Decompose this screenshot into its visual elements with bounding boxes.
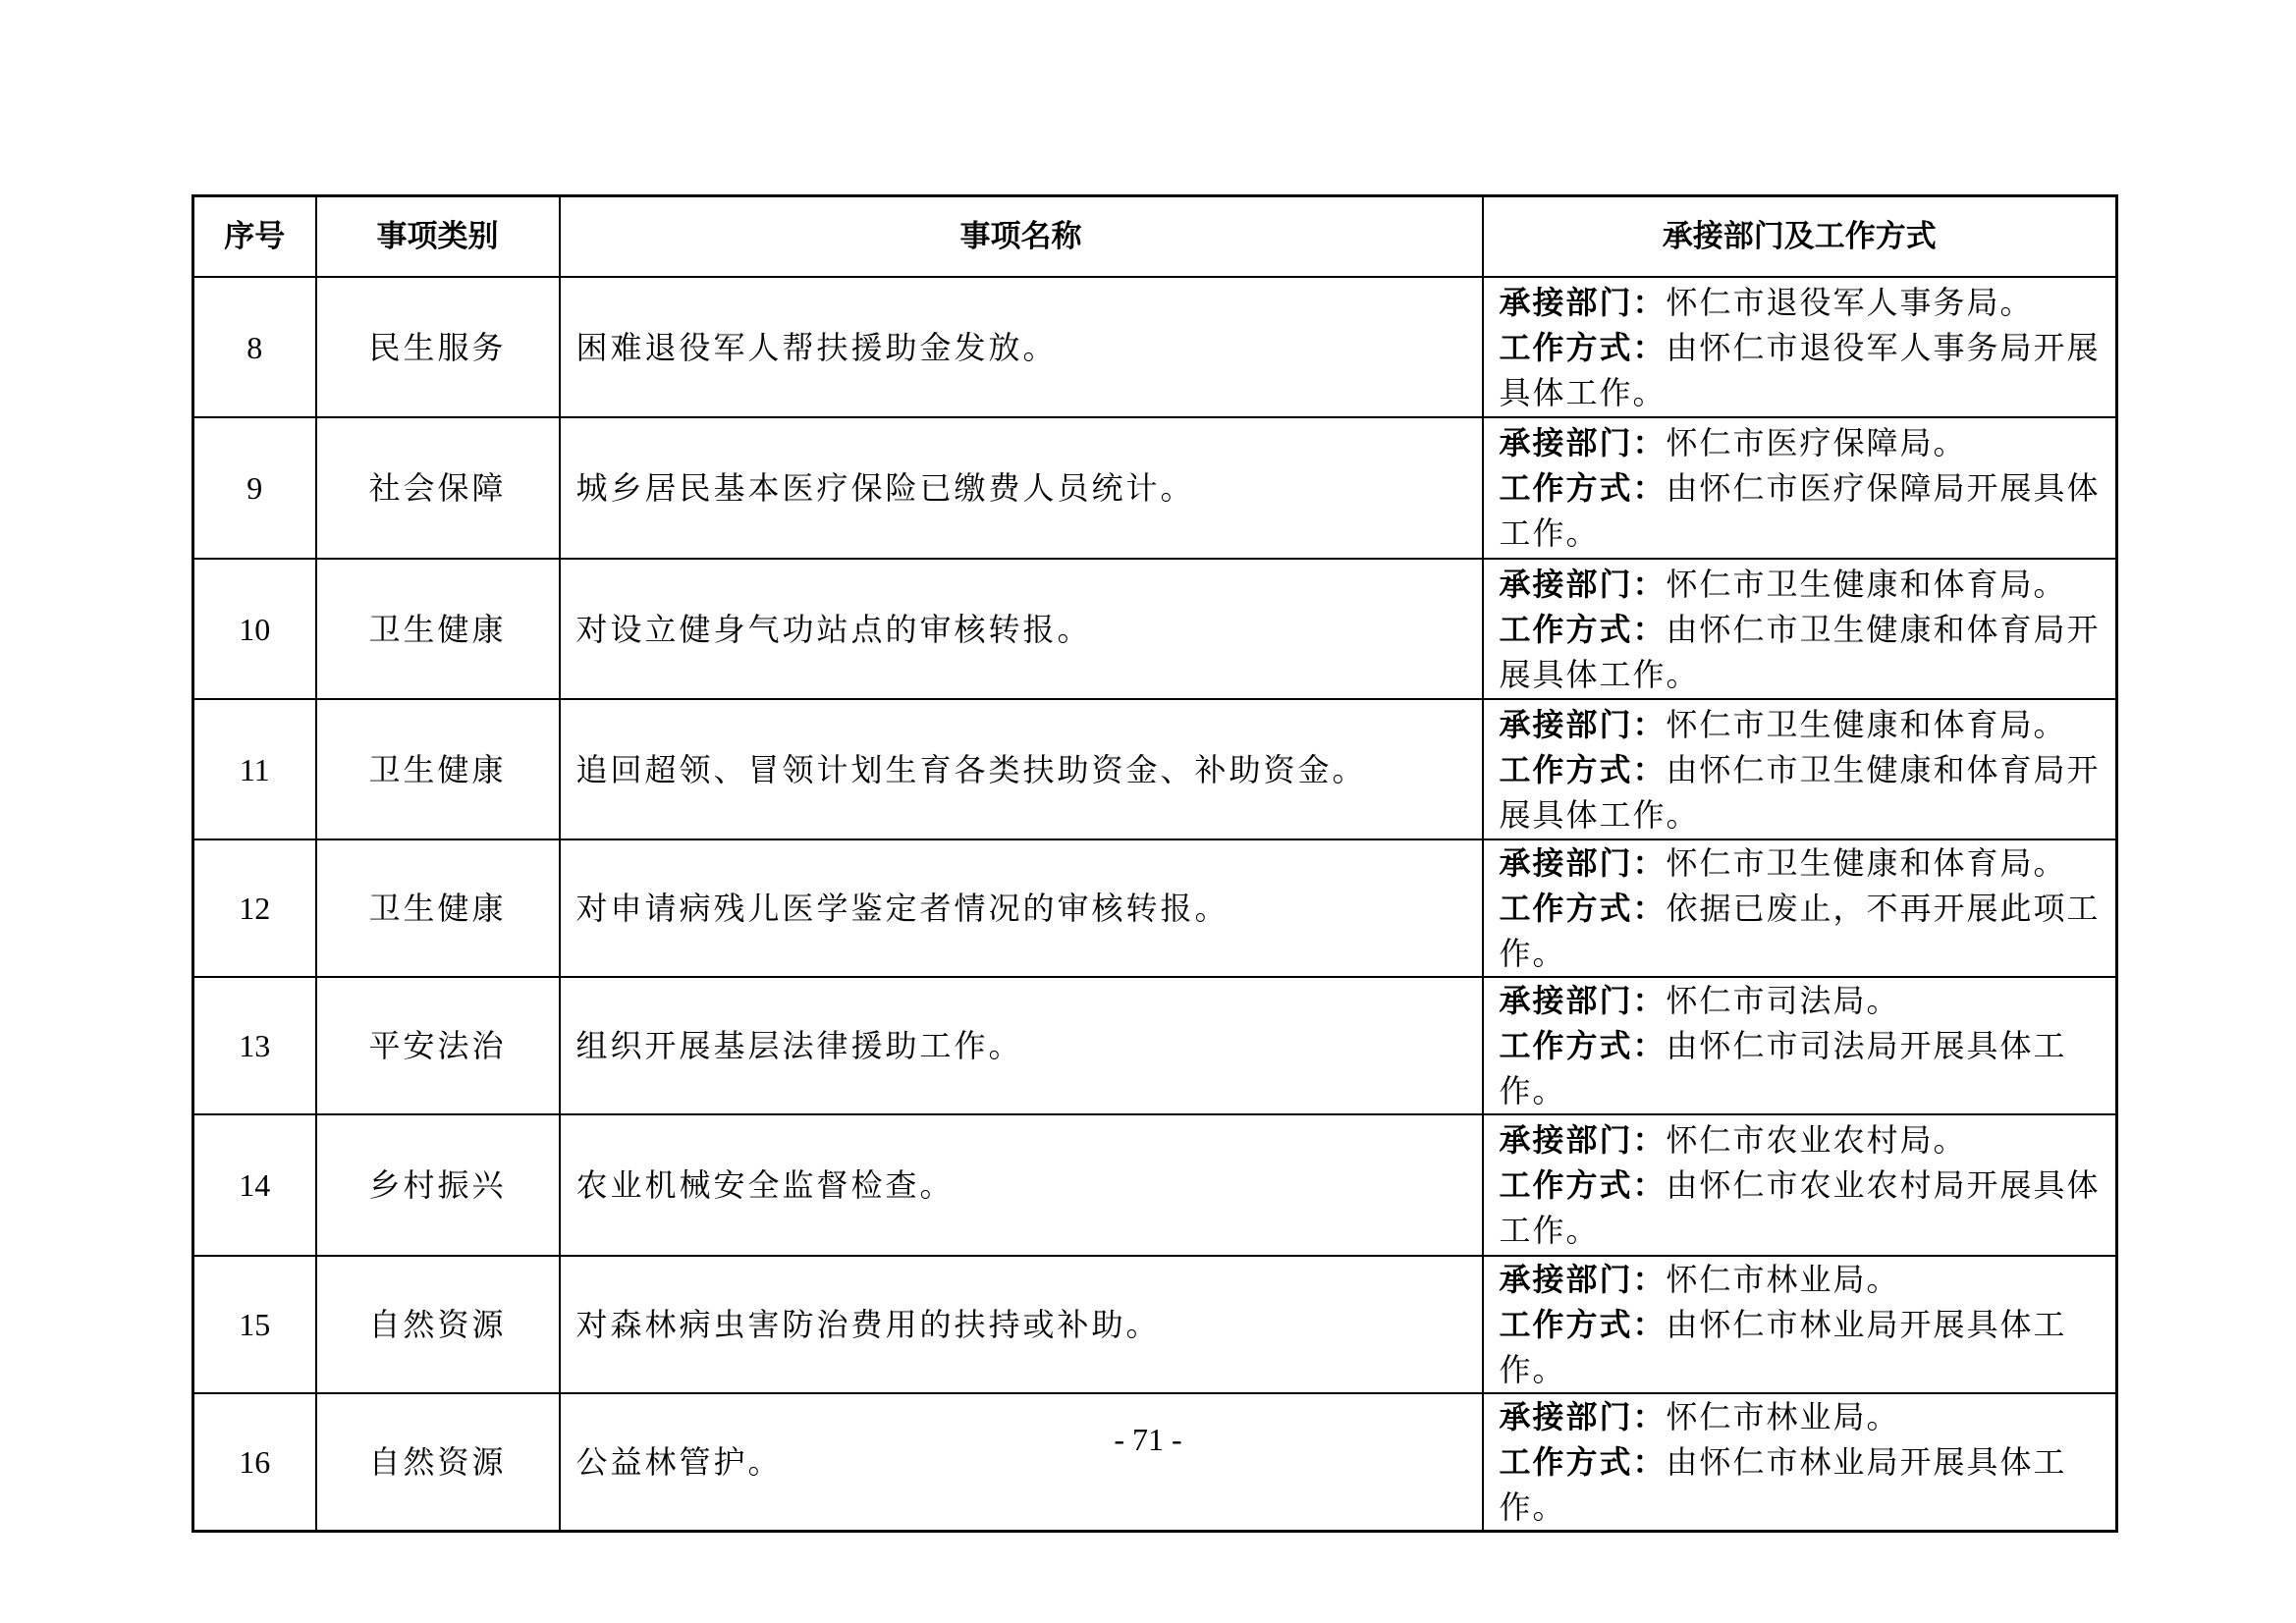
field-value: 工作。 xyxy=(1499,514,1600,552)
dept-method-line xyxy=(1500,607,2106,652)
row-category: 卫生健康 xyxy=(316,839,560,977)
header-item-name: 事项名称 xyxy=(560,196,1483,278)
field-label: 承接部门： xyxy=(1499,705,1667,743)
row-dept-method xyxy=(1483,839,2117,977)
row-item-name: 组织开展基层法律援助工作。 xyxy=(560,977,1483,1114)
row-item-name: 对申请病残儿医学鉴定者情况的审核转报。 xyxy=(560,839,1483,977)
row-category: 卫生健康 xyxy=(316,699,560,839)
row-index: 9 xyxy=(193,417,316,559)
header-index: 序号 xyxy=(193,196,316,278)
row-index: 11 xyxy=(193,699,316,839)
row-index: 10 xyxy=(193,559,316,699)
table-row xyxy=(193,417,2117,559)
row-dept-method xyxy=(1483,699,2117,839)
field-value: 由怀仁市医疗保障局开展具体 xyxy=(1666,469,2101,507)
dept-method-line xyxy=(1500,792,2106,838)
dept-method-line xyxy=(1500,1023,2106,1113)
dept-method-line xyxy=(1500,840,2106,886)
field-value: 由怀仁市农业农村局开展具体 xyxy=(1666,1166,2101,1204)
row-item-name: 公益林管护。 xyxy=(560,1393,1483,1532)
row-category: 民生服务 xyxy=(316,277,560,417)
table-row xyxy=(193,1256,2117,1393)
row-dept-method xyxy=(1483,1256,2117,1393)
field-label: 工作方式： xyxy=(1499,1166,1667,1204)
table-row xyxy=(193,559,2117,699)
dept-method-line xyxy=(1500,747,2106,792)
table-header-row xyxy=(193,196,2117,278)
field-value: 依据已废止，不再开展此项工作。 xyxy=(1499,890,2101,972)
row-item-name: 困难退役军人帮扶援助金发放。 xyxy=(560,277,1483,417)
field-value: 怀仁市农业农村局。 xyxy=(1666,1121,1967,1159)
row-dept-method xyxy=(1483,559,2117,699)
row-item-name: 农业机械安全监督检查。 xyxy=(560,1114,1483,1256)
dept-method-line xyxy=(1500,1117,2106,1163)
dept-method-line xyxy=(1500,280,2106,325)
row-index: 12 xyxy=(193,839,316,977)
dept-method-line xyxy=(1500,886,2106,976)
field-label: 承接部门： xyxy=(1499,1261,1667,1298)
table-row xyxy=(193,1114,2117,1256)
field-label: 工作方式： xyxy=(1499,750,1667,788)
field-label: 工作方式： xyxy=(1499,890,1667,927)
dept-method-line xyxy=(1500,1302,2106,1392)
dept-method-line xyxy=(1500,702,2106,747)
field-label: 承接部门： xyxy=(1499,1398,1667,1435)
dept-method-line xyxy=(1500,652,2106,697)
field-value: 怀仁市卫生健康和体育局。 xyxy=(1666,705,2067,743)
field-value: 由怀仁市卫生健康和体育局开 xyxy=(1666,750,2101,788)
dept-method-line xyxy=(1500,1257,2106,1302)
dept-method-line xyxy=(1500,465,2106,511)
field-value: 由怀仁市退役军人事务局开展 xyxy=(1666,328,2101,366)
row-category: 自然资源 xyxy=(316,1393,560,1532)
row-item-name: 追回超领、冒领计划生育各类扶助资金、补助资金。 xyxy=(560,699,1483,839)
field-value: 由怀仁市司法局开展具体工作。 xyxy=(1499,1027,2067,1109)
row-index: 16 xyxy=(193,1393,316,1532)
field-value: 怀仁市林业局。 xyxy=(1666,1398,1900,1435)
table-row xyxy=(193,1393,2117,1532)
field-value: 怀仁市林业局。 xyxy=(1666,1261,1900,1298)
dept-method-line xyxy=(1500,370,2106,415)
field-value: 展具体工作。 xyxy=(1499,655,1700,693)
table-row xyxy=(193,839,2117,977)
items-table xyxy=(191,194,2118,1533)
row-dept-method xyxy=(1483,1393,2117,1532)
field-label: 承接部门： xyxy=(1499,844,1667,882)
row-category: 卫生健康 xyxy=(316,559,560,699)
row-index: 15 xyxy=(193,1256,316,1393)
field-label: 工作方式： xyxy=(1499,469,1667,507)
field-value: 怀仁市司法局。 xyxy=(1666,982,1900,1019)
row-dept-method xyxy=(1483,277,2117,417)
field-label: 承接部门： xyxy=(1499,565,1667,603)
field-value: 怀仁市卫生健康和体育局。 xyxy=(1666,844,2067,882)
dept-method-line xyxy=(1500,420,2106,465)
row-category: 社会保障 xyxy=(316,417,560,559)
row-item-name: 对设立健身气功站点的审核转报。 xyxy=(560,559,1483,699)
field-label: 工作方式： xyxy=(1499,1027,1667,1064)
field-label: 承接部门： xyxy=(1499,283,1667,321)
field-label: 工作方式： xyxy=(1499,610,1667,648)
field-label: 工作方式： xyxy=(1499,1306,1667,1343)
row-dept-method xyxy=(1483,1114,2117,1256)
dept-method-line xyxy=(1500,562,2106,607)
row-dept-method xyxy=(1483,977,2117,1114)
table-row xyxy=(193,699,2117,839)
field-value: 展具体工作。 xyxy=(1499,795,1700,834)
dept-method-line xyxy=(1500,978,2106,1023)
field-label: 工作方式： xyxy=(1499,328,1667,366)
row-index: 8 xyxy=(193,277,316,417)
table-body xyxy=(193,277,2117,1532)
header-category: 事项类别 xyxy=(316,196,560,278)
row-index: 13 xyxy=(193,977,316,1114)
row-dept-method xyxy=(1483,417,2117,559)
page-number: - 71 - xyxy=(1114,1422,1182,1457)
field-value: 工作。 xyxy=(1499,1212,1600,1249)
field-value: 怀仁市退役军人事务局。 xyxy=(1666,283,2034,321)
field-label: 承接部门： xyxy=(1499,1121,1667,1159)
dept-method-line xyxy=(1500,1163,2106,1208)
field-value: 由怀仁市卫生健康和体育局开 xyxy=(1666,610,2101,648)
row-item-name: 城乡居民基本医疗保险已缴费人员统计。 xyxy=(560,417,1483,559)
field-value: 由怀仁市林业局开展具体工作。 xyxy=(1499,1306,2067,1388)
field-value: 具体工作。 xyxy=(1499,373,1667,411)
table-row xyxy=(193,977,2117,1114)
field-value: 由怀仁市林业局开展具体工作。 xyxy=(1499,1443,2067,1526)
dept-method-line xyxy=(1500,1208,2106,1253)
dept-method-line xyxy=(1500,325,2106,370)
row-category: 乡村振兴 xyxy=(316,1114,560,1256)
field-label: 承接部门： xyxy=(1499,424,1667,461)
row-category: 自然资源 xyxy=(316,1256,560,1393)
table-row xyxy=(193,277,2117,417)
header-dept-method: 承接部门及工作方式 xyxy=(1483,196,2117,278)
row-index: 14 xyxy=(193,1114,316,1256)
field-label: 承接部门： xyxy=(1499,982,1667,1019)
row-item-name: 对森林病虫害防治费用的扶持或补助。 xyxy=(560,1256,1483,1393)
field-value: 怀仁市卫生健康和体育局。 xyxy=(1666,565,2067,603)
row-category: 平安法治 xyxy=(316,977,560,1114)
dept-method-line xyxy=(1500,511,2106,556)
field-label: 工作方式： xyxy=(1499,1443,1667,1481)
field-value: 怀仁市医疗保障局。 xyxy=(1666,424,1967,461)
